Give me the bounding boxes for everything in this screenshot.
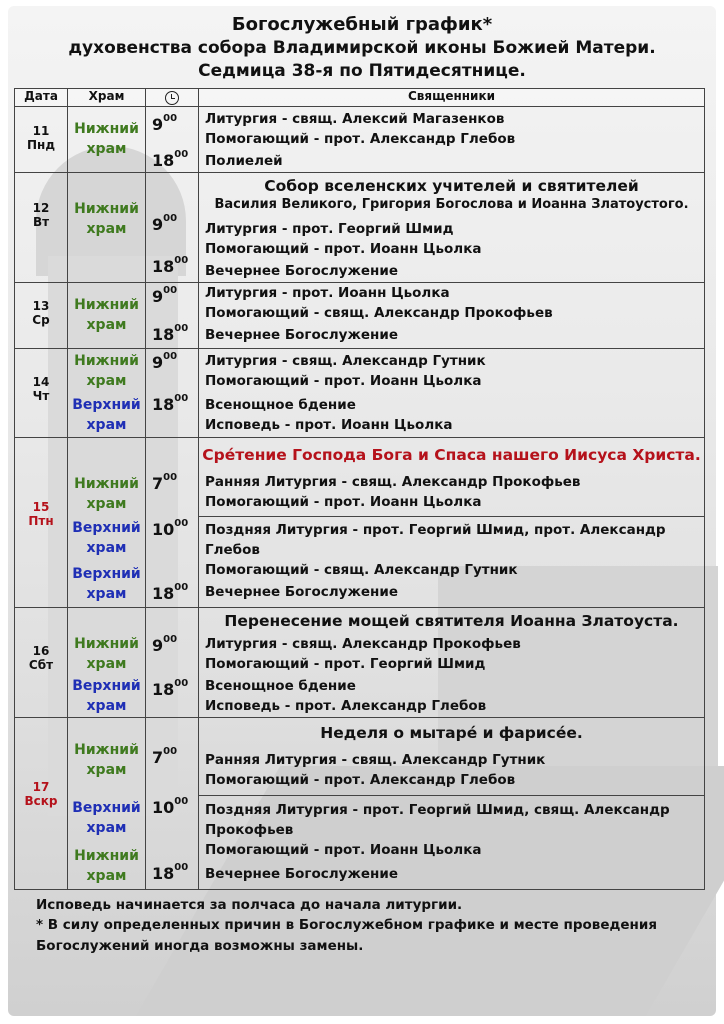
service-line: Литургия - прот. Георгий Шмид: [205, 221, 454, 237]
temple-cell: [68, 438, 146, 608]
service-line: Вечернее Богослужение: [205, 327, 398, 343]
page-title: Богослужебный график*: [231, 14, 493, 35]
day-row: [15, 608, 705, 718]
time-cell: [146, 173, 199, 283]
service-line: Литургия - свящ. Алексий Магазенков: [205, 111, 505, 127]
day-row: [15, 283, 705, 349]
time-cell: [146, 107, 199, 173]
service-line: Вечернее Богослужение: [205, 263, 398, 279]
temple-upper: Верхний храм: [72, 566, 141, 602]
temple-lower: Нижний храм: [74, 121, 139, 157]
temple-upper: Верхний храм: [72, 678, 141, 714]
priests-cell: [199, 173, 705, 283]
feast-title: Сре́тение Господа Бога и Спаса нашего Иисуса Христа.: [202, 446, 701, 464]
service-line: Помогающий - прот. Иоанн Цьолка: [205, 842, 482, 858]
time: $9^{00}$: [152, 634, 178, 655]
week-title: Седмица 38-я по Пятидесятнице.: [198, 61, 526, 81]
col-temple: Храм: [68, 89, 146, 107]
temple-cell: [68, 107, 146, 173]
date-cell: 16 Сбт: [15, 608, 68, 718]
time: $9^{00}$: [152, 285, 178, 306]
service-line: Помогающий - прот. Александр Глебов: [205, 772, 516, 788]
feast-subtitle: Василия Великого, Григория Богослова и Иоанна Златоустого.: [214, 197, 689, 212]
time-cell: [146, 718, 199, 890]
service-line: Ранняя Литургия - свящ. Александр Гутник: [205, 752, 546, 768]
col-priests: Священники: [199, 89, 705, 107]
temple-lower: Нижний храм: [74, 636, 139, 672]
time: $18^{00}$: [152, 678, 189, 699]
temple-lower: Нижний храм: [74, 848, 139, 884]
time-cell: [146, 608, 199, 718]
temple-cell: [68, 349, 146, 438]
service-line: Исповедь - прот. Александр Глебов: [205, 698, 487, 714]
time: $18^{00}$: [152, 323, 189, 344]
date-cell: 12 Вт: [15, 173, 68, 283]
time: $10^{00}$: [152, 796, 189, 817]
service-line: Литургия - прот. Иоанн Цьолка: [205, 285, 450, 301]
date-cell: 11 Пнд: [15, 107, 68, 173]
service-line: Полиелей: [205, 153, 283, 169]
service-line: Помогающий - прот. Иоанн Цьолка: [205, 241, 482, 257]
day-row: [15, 438, 705, 608]
time-cell: [146, 349, 199, 438]
date-cell: 14 Чт: [15, 349, 68, 438]
temple-upper: Верхний храм: [72, 397, 141, 433]
divider: [199, 516, 704, 517]
date-cell: 15 Птн: [15, 438, 68, 608]
divider: [199, 795, 704, 796]
temple-cell: [68, 608, 146, 718]
time: $9^{00}$: [152, 213, 178, 234]
service-line: Поздняя Литургия - прот. Георгий Шмид, свящ. Александр Прокофьев: [205, 802, 670, 838]
priests-cell: [199, 283, 705, 349]
feast-title: Неделя о мытаре́ и фарисе́е.: [320, 724, 583, 742]
time: $7^{00}$: [152, 746, 178, 767]
service-line: Исповедь - прот. Иоанн Цьолка: [205, 417, 453, 433]
priests-cell: [199, 438, 705, 608]
service-line: Вечернее Богослужение: [205, 584, 398, 600]
time-cell: [146, 283, 199, 349]
service-line: Ранняя Литургия - свящ. Александр Прокофьев: [205, 474, 581, 490]
service-line: Помогающий - прот. Иоанн Цьолка: [205, 373, 482, 389]
footer-note: Исповедь начинается за полчаса до начала литургии.: [36, 897, 463, 913]
day-row: [15, 107, 705, 173]
feast-title: Перенесение мощей святителя Иоанна Златоуста.: [224, 612, 679, 630]
temple-lower: Нижний храм: [74, 297, 139, 333]
time: $9^{00}$: [152, 351, 178, 372]
temple-lower: Нижний храм: [74, 476, 139, 512]
time: $10^{00}$: [152, 518, 189, 539]
date-cell: 13 Ср: [15, 283, 68, 349]
day-row: [15, 718, 705, 890]
time: $7^{00}$: [152, 472, 178, 493]
header-row: [15, 89, 705, 107]
time-cell: [146, 438, 199, 608]
time: $18^{00}$: [152, 255, 189, 276]
page-subtitle: духовенства собора Владимирской иконы Божией Матери.: [68, 38, 656, 58]
service-line: Всенощное бдение: [205, 678, 356, 694]
temple-upper: Верхний храм: [72, 800, 141, 836]
priests-cell: [199, 608, 705, 718]
footer-note: * В силу определенных причин в Богослужебном графике и месте проведения: [36, 917, 657, 933]
priests-cell: [199, 349, 705, 438]
temple-upper: Верхний храм: [72, 520, 141, 556]
time: $18^{00}$: [152, 582, 189, 603]
day-row: [15, 349, 705, 438]
temple-lower: Нижний храм: [74, 742, 139, 778]
col-time: [146, 89, 199, 107]
time: $18^{00}$: [152, 149, 189, 170]
time: $18^{00}$: [152, 862, 189, 883]
service-line: Литургия - свящ. Александр Прокофьев: [205, 636, 521, 652]
priests-cell: [199, 718, 705, 890]
service-line: Вечернее Богослужение: [205, 866, 398, 882]
service-line: Поздняя Литургия - прот. Георгий Шмид, прот. Александр Глебов: [205, 522, 666, 558]
service-line: Помогающий - прот. Георгий Шмид: [205, 656, 486, 672]
service-line: Помогающий - прот. Александр Глебов: [205, 131, 516, 147]
feast-title: Собор вселенских учителей и святителей: [264, 177, 639, 195]
service-line: Литургия - свящ. Александр Гутник: [205, 353, 486, 369]
temple-cell: [68, 718, 146, 890]
service-line: Помогающий - свящ. Александр Гутник: [205, 562, 518, 578]
footer-note: Богослужений иногда возможны замены.: [36, 938, 364, 954]
temple-lower: Нижний храм: [74, 353, 139, 389]
temple-cell: [68, 283, 146, 349]
schedule-table: [14, 88, 705, 890]
service-line: Помогающий - свящ. Александр Прокофьев: [205, 305, 553, 321]
service-line: Помогающий - прот. Иоанн Цьолка: [205, 494, 482, 510]
time: $18^{00}$: [152, 393, 189, 414]
temple-cell: [68, 173, 146, 283]
col-date: Дата: [15, 89, 68, 107]
priests-cell: [199, 107, 705, 173]
time: $9^{00}$: [152, 113, 178, 134]
clock-icon: [165, 91, 179, 105]
day-row: [15, 173, 705, 283]
date-cell: 17 Вскр: [15, 718, 68, 890]
service-line: Всенощное бдение: [205, 397, 356, 413]
temple-lower: Нижний храм: [74, 201, 139, 237]
